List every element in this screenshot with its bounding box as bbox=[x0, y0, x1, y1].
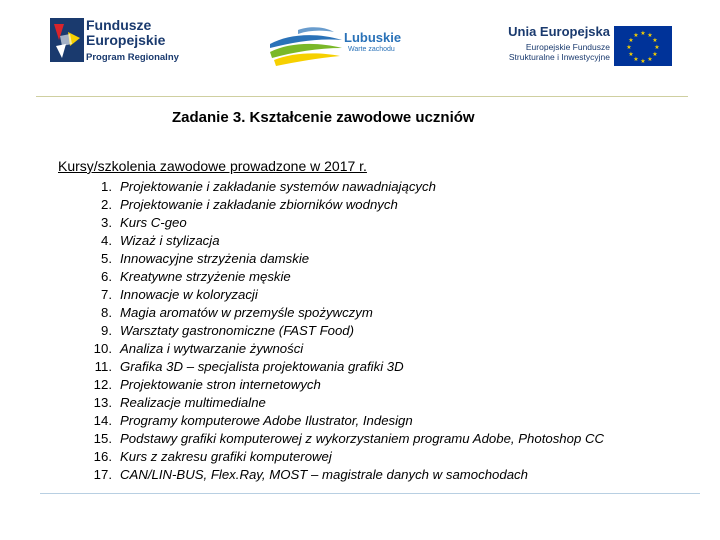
lubuskie-tagline: Warte zachodu bbox=[348, 46, 395, 53]
list-item bbox=[84, 322, 604, 340]
list-item bbox=[84, 376, 604, 394]
list-item-number: 16. bbox=[93, 449, 112, 464]
fundusze-line1: Fundusze bbox=[86, 17, 152, 33]
fundusze-europejskie-logo bbox=[50, 16, 190, 74]
list-item-number: 1. bbox=[101, 179, 112, 194]
list-item-number: 4. bbox=[101, 233, 112, 248]
list-item bbox=[84, 448, 604, 466]
list-item bbox=[84, 394, 604, 412]
list-item-number: 17. bbox=[93, 467, 112, 482]
list-item-text: Wizaż i stylizacja bbox=[120, 233, 220, 248]
fundusze-line2: Europejskie bbox=[86, 32, 166, 48]
footer-divider bbox=[40, 493, 700, 494]
unia-line3: Strukturalne i Inwestycyjne bbox=[508, 52, 610, 62]
list-item-text: Projektowanie stron internetowych bbox=[120, 377, 321, 392]
list-item-text: CAN/LIN-BUS, Flex.Ray, MOST – magistrale danych w samochodach bbox=[120, 467, 528, 482]
list-item-text: Innowacje w koloryzacji bbox=[120, 287, 258, 302]
list-item bbox=[84, 196, 604, 214]
list-item-text: Projektowanie i zakładanie zbiorników wodnych bbox=[120, 197, 398, 212]
list-item bbox=[84, 466, 604, 484]
courses-subheading: Kursy/szkolenia zawodowe prowadzone w 2017 r. bbox=[58, 158, 367, 174]
fundusze-line3: Program Regionalny bbox=[86, 52, 179, 63]
list-item-number: 3. bbox=[101, 215, 112, 230]
list-item-number: 9. bbox=[101, 323, 112, 338]
lubuskie-logo bbox=[268, 22, 418, 72]
list-item-text: Kurs C-geo bbox=[120, 215, 187, 230]
list-item bbox=[84, 304, 604, 322]
list-item-number: 5. bbox=[101, 251, 112, 266]
svg-text:★: ★ bbox=[626, 44, 632, 51]
list-item-text: Kreatywne strzyżenie męskie bbox=[120, 269, 291, 284]
svg-text:★: ★ bbox=[640, 58, 646, 65]
list-item-text: Magia aromatów w przemyśle spożywczym bbox=[120, 305, 373, 320]
svg-text:★: ★ bbox=[652, 37, 658, 44]
list-item-number: 7. bbox=[101, 287, 112, 302]
unia-text bbox=[508, 24, 610, 62]
fundusze-star-icon bbox=[50, 18, 84, 62]
logo-bar bbox=[0, 0, 720, 92]
list-item bbox=[84, 178, 604, 196]
list-item bbox=[84, 214, 604, 232]
list-item-number: 8. bbox=[101, 305, 112, 320]
svg-text:★: ★ bbox=[633, 56, 639, 63]
fundusze-text bbox=[86, 18, 179, 65]
list-item-number: 10. bbox=[93, 341, 112, 356]
svg-text:★: ★ bbox=[647, 32, 653, 39]
unia-title: Unia Europejska bbox=[508, 24, 610, 39]
svg-text:★: ★ bbox=[654, 44, 660, 51]
list-item bbox=[84, 268, 604, 286]
svg-text:★: ★ bbox=[628, 37, 634, 44]
list-item-text: Analiza i wytwarzanie żywności bbox=[120, 341, 304, 356]
list-item-number: 2. bbox=[101, 197, 112, 212]
course-list bbox=[84, 178, 604, 484]
list-item-number: 15. bbox=[93, 431, 112, 446]
list-item-text: Warsztaty gastronomiczne (FAST Food) bbox=[120, 323, 355, 338]
svg-text:★: ★ bbox=[647, 56, 653, 63]
list-item-number: 6. bbox=[101, 269, 112, 284]
list-item-number: 13. bbox=[93, 395, 112, 410]
svg-text:★: ★ bbox=[633, 32, 639, 39]
svg-text:★: ★ bbox=[652, 51, 658, 58]
list-item bbox=[84, 232, 604, 250]
list-item bbox=[84, 430, 604, 448]
list-item bbox=[84, 412, 604, 430]
eu-flag-icon bbox=[614, 26, 672, 66]
list-item-text: Projektowanie i zakładanie systemów nawadniających bbox=[120, 179, 436, 194]
lubuskie-name: Lubuskie bbox=[344, 30, 402, 45]
svg-text:★: ★ bbox=[640, 30, 646, 37]
unia-europejska-logo bbox=[488, 24, 678, 70]
list-item-text: Podstawy grafiki komputerowej z wykorzystaniem programu Adobe, Photoshop CC bbox=[120, 431, 605, 446]
svg-text:★: ★ bbox=[628, 51, 634, 58]
list-item-number: 12. bbox=[93, 377, 112, 392]
list-item-text: Innowacyjne strzyżenia damskie bbox=[120, 251, 310, 266]
lubuskie-waves-icon bbox=[268, 24, 344, 70]
list-item-text: Programy komputerowe Adobe Ilustrator, Indesign bbox=[120, 413, 413, 428]
list-item bbox=[84, 340, 604, 358]
list-item bbox=[84, 286, 604, 304]
list-item-text: Kurs z zakresu grafiki komputerowej bbox=[120, 449, 332, 464]
page-title: Zadanie 3. Kształcenie zawodowe uczniów bbox=[172, 109, 475, 126]
list-item bbox=[84, 358, 604, 376]
list-item-number: 11. bbox=[94, 359, 112, 374]
header-divider bbox=[36, 96, 688, 97]
list-item-text: Realizacje multimedialne bbox=[120, 395, 266, 410]
unia-line2: Europejskie Fundusze bbox=[525, 42, 610, 52]
list-item bbox=[84, 250, 604, 268]
list-item-text: Grafika 3D – specjalista projektowania grafiki 3D bbox=[120, 359, 404, 374]
list-item-number: 14. bbox=[93, 413, 112, 428]
